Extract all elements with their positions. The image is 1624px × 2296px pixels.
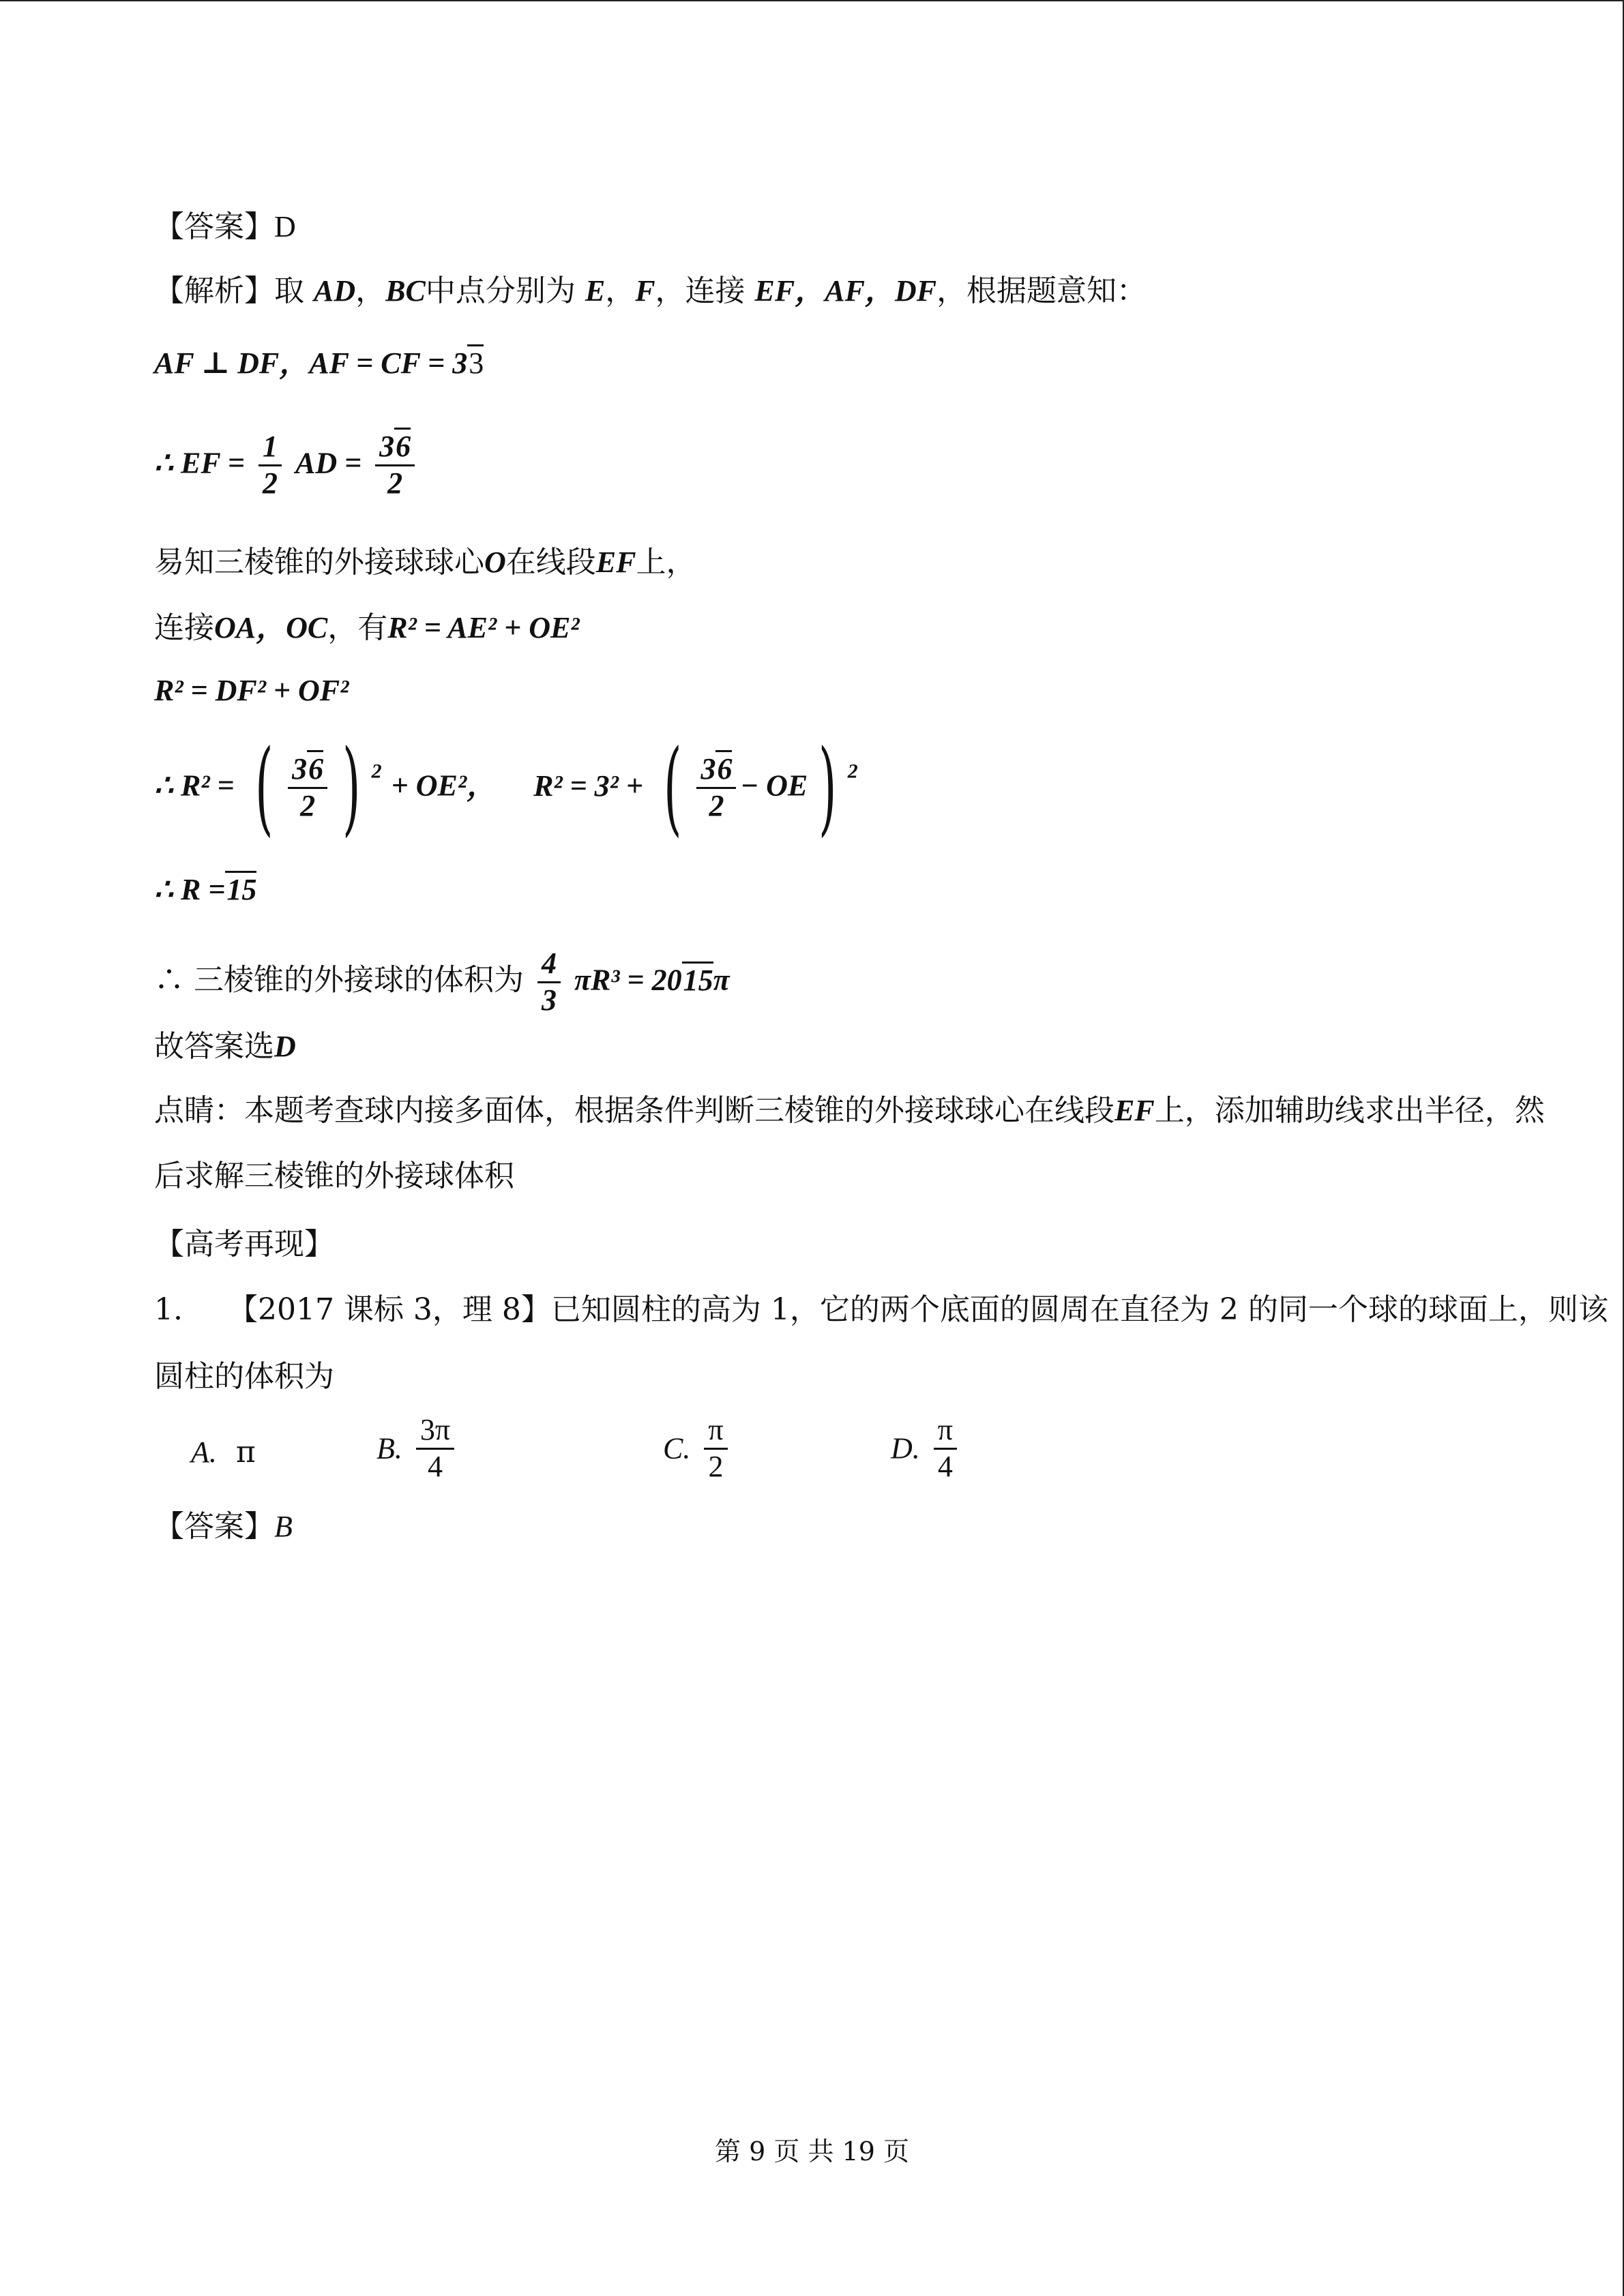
- question-line-2: 圆柱的体积为: [154, 1359, 334, 1394]
- page-border-top: [0, 0, 1624, 1]
- question-line-1: 1. 【2017 课标 3，理 8】已知圆柱的高为 1，它的两个底面的圆周在直径为 2 的同一个球的球面上，则该: [154, 1292, 1608, 1327]
- option-d: D. $\frac{\pi}{4}$: [891, 1413, 961, 1484]
- center-on-ef-line: 易知三棱锥的外接球球心O在线段EF上，: [154, 545, 696, 580]
- equation-volume: ∴ 三棱锥的外接球的体积为 $\frac{4}{3}$ πR³ = 2015π: [154, 946, 730, 1017]
- option-d-fraction: $\frac{\pi}{4}$: [934, 1413, 957, 1484]
- option-a: A. π: [191, 1435, 256, 1470]
- conclusion-line: 故答案选D: [154, 1029, 296, 1064]
- option-c: C. $\frac{\pi}{2}$: [663, 1413, 732, 1484]
- fraction-3sqrt6-over-2: $\frac{36}{2}$: [375, 430, 415, 501]
- page-footer: 第 9 页 共 19 页: [715, 2136, 909, 2166]
- option-c-fraction: $\frac{\pi}{2}$: [704, 1413, 727, 1484]
- equation-perpendicular: AF ⊥ DF，AF = CF = 33: [154, 346, 484, 381]
- fraction-four-thirds: $\frac{4}{3}$: [537, 946, 561, 1017]
- answer-line: 【答案】D: [154, 209, 296, 244]
- equation-r2-system: ∴ R² = ( $\frac{36}{2}$ ) $^2$ + OE²， R² = 3² + ( $\frac{36}{2}$ − OE ) $^2$: [154, 728, 858, 847]
- fraction-3sqrt6-over-2-a: $\frac{36}{2}$: [288, 752, 327, 823]
- final-answer-line: 【答案】B: [154, 1509, 293, 1544]
- note-line-2: 后求解三棱锥的外接球体积: [154, 1159, 514, 1193]
- note-line-1: 点睛：本题考查球内接多面体，根据条件判断三棱锥的外接球球心在线段EF上，添加辅助线求出半径，然: [154, 1093, 1545, 1128]
- section-heading-reappear: 【高考再现】: [154, 1227, 334, 1262]
- equation-r-value: ∴ R =15: [154, 873, 256, 908]
- analysis-line: 【解析】取 AD，BC中点分别为 E，F，连接 EF，AF，DF，根据题意知：: [154, 273, 1147, 308]
- equation-r2-df: R² = DF² + OF²: [154, 674, 349, 707]
- option-b: B. $\frac{3\pi}{4}$: [377, 1413, 458, 1484]
- option-b-fraction: $\frac{3\pi}{4}$: [416, 1413, 454, 1484]
- connect-oa-oc-line: 连接OA，OC，有R² = AE² + OE²: [154, 610, 580, 645]
- fraction-half: $\frac{1}{2}$: [259, 430, 282, 501]
- equation-ef: ∴ EF = $\frac{1}{2}$ AD = $\frac{36}{2}$: [154, 430, 419, 501]
- fraction-3sqrt6-over-2-b: $\frac{36}{2}$: [696, 752, 736, 823]
